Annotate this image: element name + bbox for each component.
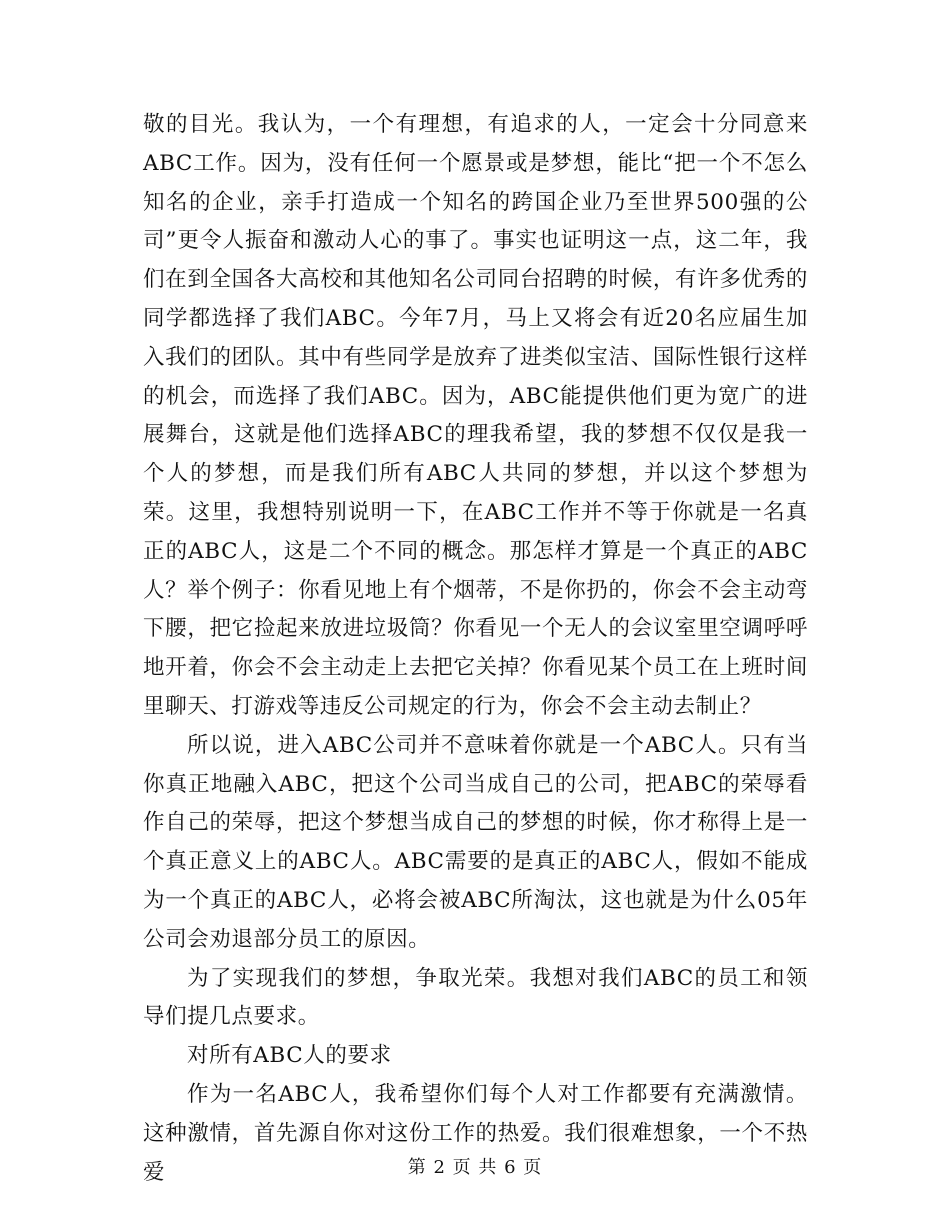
paragraph-2: 所以说，进入ABC公司并不意味着你就是一个ABC人。只有当你真正地融入ABC，把这个公司当成自己的公司，把ABC的荣辱看作自己的荣辱，把这个梦想当成自己的梦想的时候，你才称得上是一个真正意义上的ABC人。ABC需要的是真正的ABC人，假如不能成为一个真正的ABC人，必将会被ABC所淘汰，这也就是为什么05年公司会劝退部分员工的原因。	[143, 732, 808, 952]
document-body	[143, 106, 808, 1192]
paragraph-3: 为了实现我们的梦想，争取光荣。我想对我们ABC的员工和领导们提几点要求。	[143, 965, 808, 1030]
paragraph-1: 敬的目光。我认为，一个有理想，有追求的人，一定会十分同意来ABC工作。因为，没有任何一个愿景或是梦想，能比“把一个不怎么知名的企业，亲手打造成一个知名的跨国企业乃至世界500强的公司”更令人振奋和激动人心的事了。事实也证明这一点，这二年，我们在到全国各大高校和其他知名公司同台招聘的时候，有许多优秀的同学都选择了我们ABC。今年7月，马上又将会有近20名应届生加入我们的团队。其中有些同学是放弃了进类似宝洁、国际性银行这样的机会，而选择了我们ABC。因为，ABC能提供他们更为宽广的进展舞台，这就是他们选择ABC的理我希望，我的梦想不仅仅是我一个人的梦想，而是我们所有ABC人共同的梦想，并以这个梦想为荣。这里，我想特别说明一下，在ABC工作并不等于你就是一名真正的ABC人，这是二个不同的概念。那怎样才算是一个真正的ABC人？举个例子：你看见地上有个烟蒂，不是你扔的，你会不会主动弯下腰，把它捡起来放进垃圾筒？你看见一个无人的会议室里空调呼呼地开着，你会不会主动走上去把它关掉？你看见某个员工在上班时间里聊天、打游戏等违反公司规定的行为，你会不会主动去制止？	[143, 112, 808, 719]
paragraph-4: 作为一名ABC人，我希望你们每个人对工作都要有充满激情。这种激情，首先源自你对这份工作的热爱。我们很难想象，一个不热爱	[143, 1081, 808, 1185]
page-number-footer: 第 2 页 共 6 页	[407, 1157, 543, 1178]
section-heading: 对所有ABC人的要求	[187, 1043, 392, 1069]
